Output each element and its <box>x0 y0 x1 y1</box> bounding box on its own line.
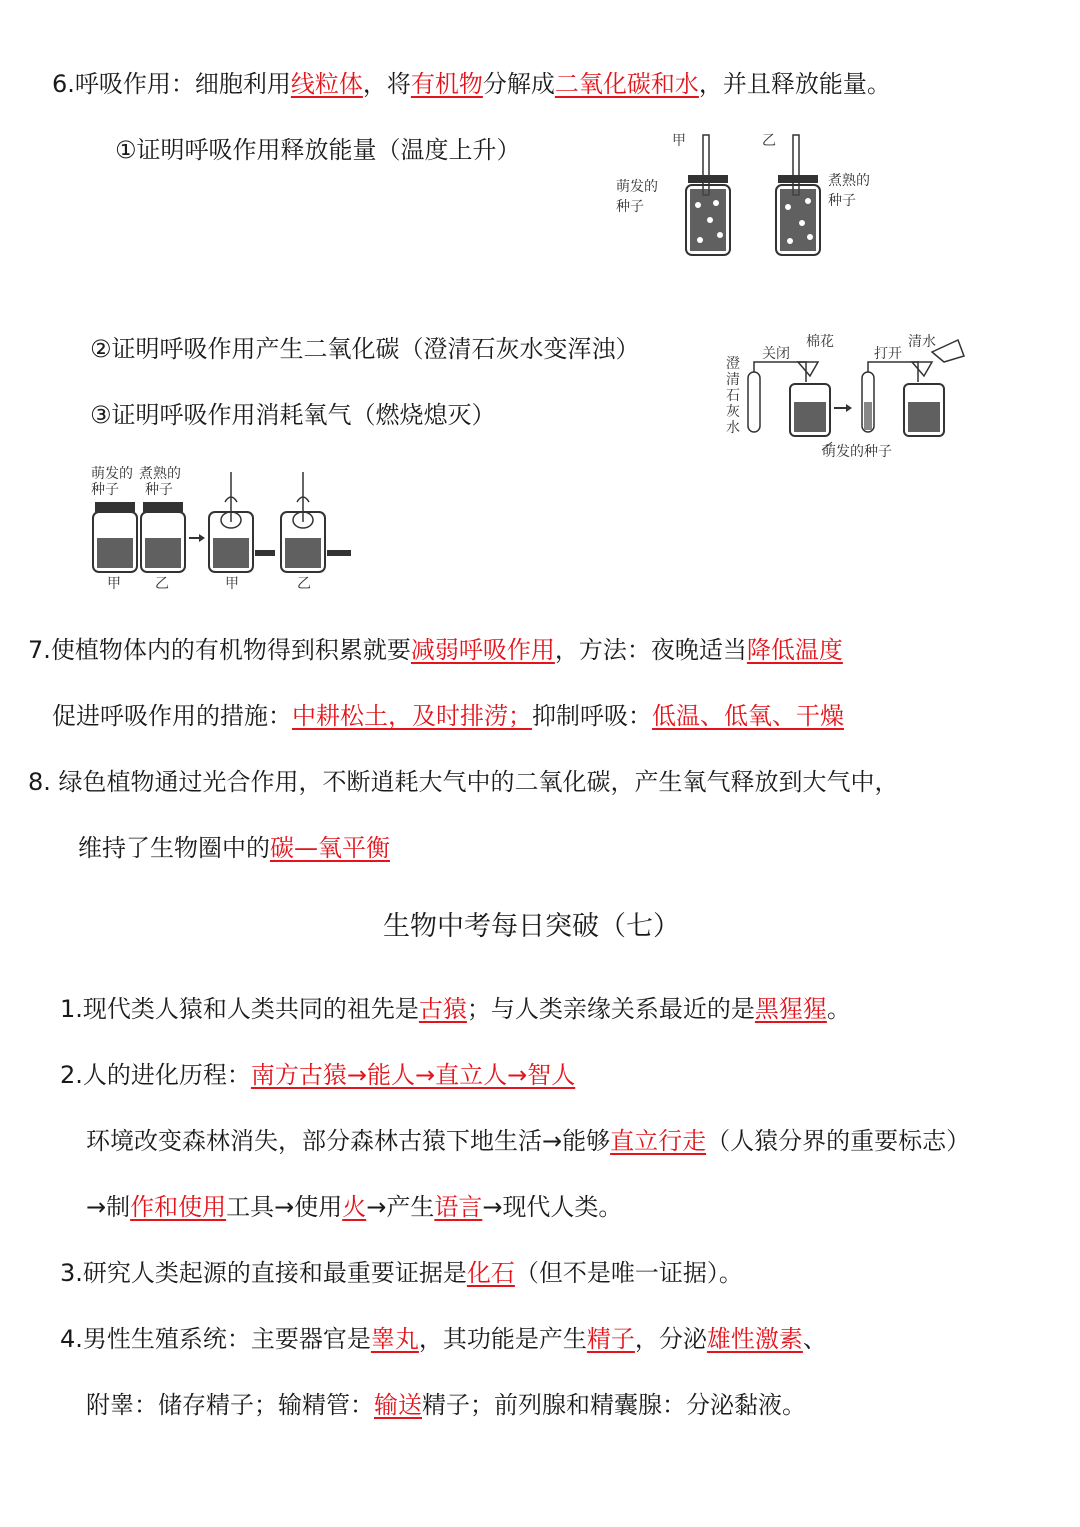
highlight-term: 中耕松土，及时排涝； <box>292 702 532 730</box>
text: 分解成 <box>482 70 555 98</box>
text: 4.男性生殖系统：主要器官是 <box>60 1325 371 1353</box>
highlight-term: 古猿 <box>418 995 467 1023</box>
svg-text:水: 水 <box>726 420 740 436</box>
label-yi: 乙 <box>762 133 776 149</box>
text: ，将 <box>362 70 411 98</box>
experiment-3-title: ③证明呼吸作用消耗氧气（燃烧熄灭） <box>90 401 496 429</box>
text: ；与人类亲缘关系最近的是 <box>466 995 755 1023</box>
text: 环境改变森林消失，部分森林古猿下地生活→能够 <box>86 1127 611 1155</box>
text: 2.人的进化历程： <box>60 1061 251 1089</box>
label-sprouted-2: 种子 <box>91 482 119 498</box>
section8-line1: 8. 绿色植物通过光合作用，不断逍耗大气中的二氧化碳，产生氧气释放到大气中， <box>28 768 899 796</box>
section8-line2 <box>78 832 390 864</box>
label-yi: 乙 <box>155 576 169 592</box>
label-sprouted-1: 萌发的 <box>91 466 133 482</box>
label-jia: 甲 <box>107 576 121 592</box>
highlight-term: 线粒体 <box>290 70 363 98</box>
text: 3.研究人类起源的直接和最重要证据是 <box>60 1259 467 1287</box>
experiment-2-title: ②证明呼吸作用产生二氧化碳（澄清石灰水变浑浊） <box>90 335 640 363</box>
highlight-term: 南方古猿→能人→直立人→智人 <box>250 1061 576 1089</box>
text: 工具→使用 <box>226 1193 343 1221</box>
svg-text:石: 石 <box>726 388 740 404</box>
highlight-term: 直立行走 <box>610 1127 707 1155</box>
highlight-term: 精子 <box>586 1325 635 1353</box>
label-closed: 关闭 <box>762 346 790 362</box>
highlight-term: 化石 <box>466 1259 515 1287</box>
highlight-term: 低温、低氧、干燥 <box>652 702 844 730</box>
section7-line2 <box>52 700 844 732</box>
section7-line1 <box>28 634 843 666</box>
label-jia-2: 甲 <box>225 576 239 592</box>
label-sprouted-2: 种子 <box>616 199 644 215</box>
text: ，并且释放能量。 <box>698 70 891 98</box>
text: 6.呼吸作用：细胞利用 <box>52 70 291 98</box>
jar-jia <box>686 135 730 255</box>
highlight-term: 作和使用 <box>130 1193 227 1221</box>
label-sprouted-1: 萌发的 <box>616 179 658 195</box>
limewater-label-left <box>726 356 740 436</box>
highlight-term: 二氧化碳和水 <box>554 70 699 98</box>
text: 抑制呼吸： <box>532 702 652 730</box>
q2-line <box>60 1059 575 1091</box>
svg-text:清: 清 <box>726 372 740 388</box>
text: 促进呼吸作用的措施： <box>52 702 292 730</box>
text: 7.使植物体内的有机物得到积累就要 <box>28 636 411 664</box>
text: （但不是唯一证据）。 <box>514 1259 743 1287</box>
figure-thermometer-jars <box>610 125 900 265</box>
text: ，方法：夜晚适当 <box>554 636 747 664</box>
text: （人猿分界的重要标志） <box>706 1127 971 1155</box>
q2-line3 <box>86 1191 622 1223</box>
highlight-term: 有机物 <box>410 70 483 98</box>
label-water: 清水 <box>908 334 936 350</box>
jar-yi <box>776 135 820 255</box>
text: →现代人类。 <box>482 1193 623 1221</box>
highlight-term: 语言 <box>434 1193 483 1221</box>
label-boiled-1: 煮熟的 <box>139 466 181 482</box>
q2-line2 <box>86 1125 970 1157</box>
text: 。 <box>826 995 851 1023</box>
label-cotton: 棉花 <box>806 334 834 350</box>
highlight-term: 输送 <box>374 1391 422 1419</box>
highlight-term: 雄性激素 <box>706 1325 803 1353</box>
figure-limewater-apparatus <box>722 332 982 467</box>
text: →产生 <box>366 1193 435 1221</box>
section6-line <box>52 68 891 100</box>
text: 维持了生物圈中的 <box>78 834 270 862</box>
label-open: 打开 <box>874 346 902 362</box>
svg-text:灰: 灰 <box>726 404 740 420</box>
highlight-term: 黑猩猩 <box>754 995 827 1023</box>
text: 附睾：储存精子；输精管： <box>86 1391 374 1419</box>
highlight-term: 减弱呼吸作用 <box>410 636 555 664</box>
text: 精子；前列腺和精囊腺：分泌黏液。 <box>422 1391 806 1419</box>
label-boiled-1: 煮熟的 <box>828 173 870 189</box>
label-yi-2: 乙 <box>297 576 311 592</box>
text: ，其功能是产生 <box>418 1325 587 1353</box>
text: ，分泌 <box>634 1325 707 1353</box>
highlight-term: 降低温度 <box>746 636 843 664</box>
svg-text:澄: 澄 <box>726 356 740 372</box>
experiment-1-title: ①证明呼吸作用释放能量（温度上升） <box>115 136 521 164</box>
label-jia: 甲 <box>672 133 686 149</box>
text: →制 <box>86 1193 131 1221</box>
text: 、 <box>802 1325 827 1353</box>
q4-line2 <box>86 1389 806 1421</box>
label-boiled-2: 种子 <box>828 193 856 209</box>
highlight-term: 碳—氧平衡 <box>270 834 390 862</box>
highlight-term: 睾丸 <box>370 1325 419 1353</box>
label-seeds: 萌发的种子 <box>822 444 892 460</box>
section-heading: 生物中考每日突破（七） <box>383 911 680 942</box>
q4-line <box>60 1323 827 1355</box>
highlight-term: 火 <box>342 1193 367 1221</box>
label-boiled-2: 种子 <box>145 482 173 498</box>
figure-candle-jars <box>85 462 365 592</box>
q3-line <box>60 1257 743 1289</box>
q1-line <box>60 993 851 1025</box>
text: 1.现代类人猿和人类共同的祖先是 <box>60 995 419 1023</box>
